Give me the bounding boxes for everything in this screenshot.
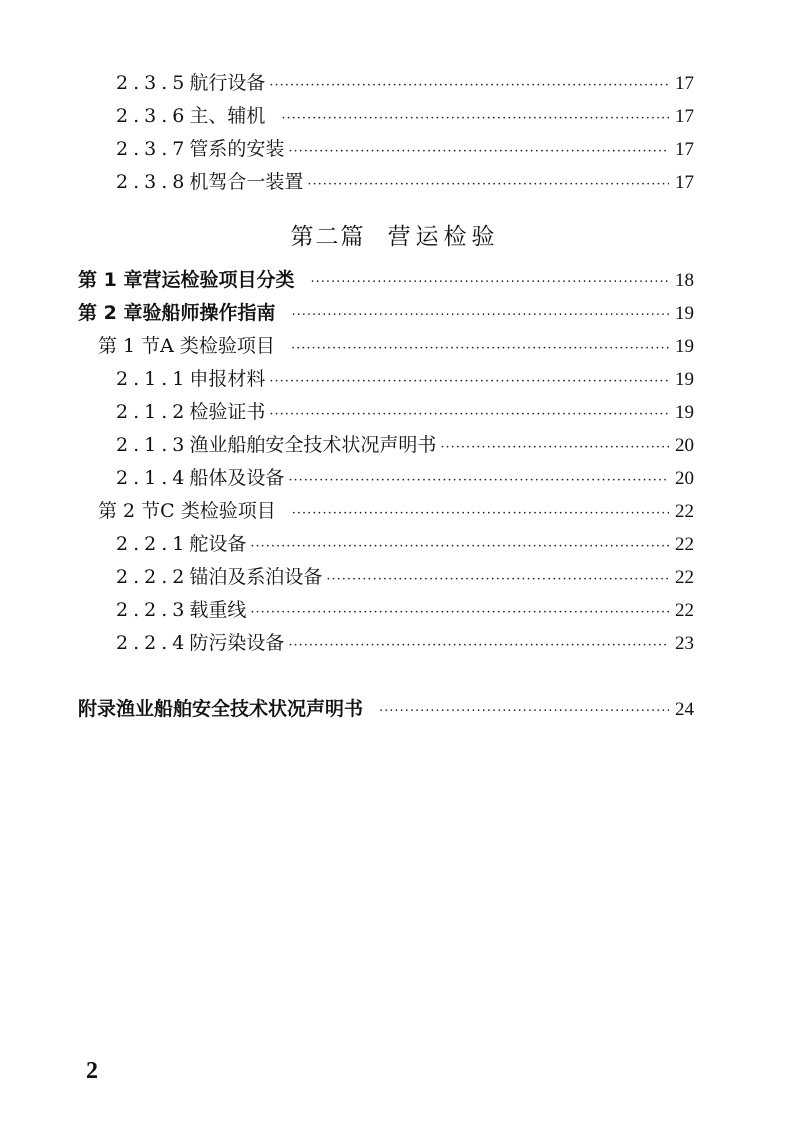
- entry-page: 19: [675, 402, 694, 423]
- entry-number: 2.1.4: [116, 467, 190, 489]
- entry-page: 20: [675, 468, 694, 489]
- page-number: 2: [86, 1058, 98, 1084]
- toc-entry-2-2-3: [116, 598, 694, 622]
- appendix-label: 附录: [78, 698, 117, 720]
- toc-entry-2-1-2: [116, 400, 694, 424]
- dot-leader: [310, 271, 669, 295]
- section-label: 第 2 节: [98, 500, 161, 522]
- part-heading-prefix: 第二篇: [290, 224, 366, 250]
- toc-entry-2-3-8: [116, 170, 694, 194]
- chapter-page: 19: [675, 303, 694, 324]
- dot-leader: [269, 74, 669, 98]
- toc-section-2: [98, 499, 694, 523]
- toc-entry-2-1-4: [116, 466, 694, 490]
- dot-leader: [269, 403, 669, 427]
- entry-number: 2.2.1: [116, 533, 190, 555]
- entry-page: 20: [675, 435, 694, 456]
- dot-leader: [326, 568, 669, 592]
- toc-entry-2-2-4: [116, 631, 694, 655]
- dot-leader: [440, 436, 669, 460]
- entry-title: 渔业船舶安全技术状况声明书: [189, 434, 437, 456]
- entry-page: 22: [675, 534, 694, 555]
- entry-title: 船体及设备: [189, 467, 285, 489]
- toc-section-1: [98, 334, 694, 358]
- entry-title: 检验证书: [189, 401, 266, 423]
- entry-title: 载重线: [189, 599, 247, 621]
- entry-number: 2.1.3: [116, 434, 190, 456]
- part-heading-title: 营运检验: [387, 224, 500, 250]
- entry-page: 23: [675, 633, 694, 654]
- toc-entry-2-2-1: [116, 532, 694, 556]
- dot-leader: [281, 107, 669, 131]
- toc-entry-2-3-5: [116, 71, 694, 95]
- appendix-title: 渔业船舶安全技术状况声明书: [116, 698, 364, 720]
- entry-number: 2.1.1: [116, 368, 190, 390]
- toc-chapter-2: [78, 301, 694, 325]
- entry-page: 22: [675, 600, 694, 621]
- entry-page: 17: [675, 139, 694, 160]
- dot-leader: [307, 173, 669, 197]
- entry-number: 2.3.5: [116, 72, 190, 94]
- entry-number: 2.2.2: [116, 566, 190, 588]
- entry-number: 2.3.6: [116, 105, 190, 127]
- entry-title: 航行设备: [189, 72, 266, 94]
- entry-number: 2.1.2: [116, 401, 190, 423]
- entry-title: 防污染设备: [189, 632, 285, 654]
- toc-entry-2-3-7: [116, 137, 694, 161]
- entry-page: 22: [675, 567, 694, 588]
- toc-entry-2-1-3: [116, 433, 694, 457]
- toc-entry-2-1-1: [116, 367, 694, 391]
- dot-leader: [291, 304, 669, 328]
- entry-title: 管系的安装: [189, 138, 285, 160]
- section-title: A 类检验项目: [160, 335, 275, 357]
- dot-leader: [288, 469, 669, 493]
- entry-title: 主、辅机: [189, 105, 266, 127]
- chapter-label: 第 1 章: [78, 269, 143, 291]
- entry-number: 2.3.8: [116, 171, 190, 193]
- part-heading: [0, 218, 790, 251]
- entry-page: 17: [675, 172, 694, 193]
- section-page: 19: [675, 336, 694, 357]
- entry-page: 19: [675, 369, 694, 390]
- appendix-page: 24: [675, 699, 694, 720]
- chapter-title: 营运检验项目分类: [142, 269, 295, 291]
- entry-number: 2.2.4: [116, 632, 190, 654]
- dot-leader: [288, 140, 669, 164]
- entry-number: 2.3.7: [116, 138, 190, 160]
- dot-leader: [250, 601, 669, 625]
- section-label: 第 1 节: [98, 335, 161, 357]
- entry-page: 17: [675, 106, 694, 127]
- chapter-label: 第 2 章: [78, 302, 143, 324]
- dot-leader: [288, 634, 669, 658]
- toc-entry-2-2-2: [116, 565, 694, 589]
- entry-title: 申报材料: [189, 368, 266, 390]
- dot-leader: [269, 370, 669, 394]
- dot-leader: [292, 502, 669, 526]
- dot-leader: [379, 700, 669, 724]
- chapter-title: 验船师操作指南: [142, 302, 276, 324]
- entry-title: 机驾合一装置: [189, 171, 304, 193]
- toc-entry-2-3-6: [116, 104, 694, 128]
- entry-title: 舵设备: [189, 533, 247, 555]
- section-page: 22: [675, 501, 694, 522]
- entry-number: 2.2.3: [116, 599, 190, 621]
- toc-chapter-1: [78, 268, 694, 292]
- dot-leader: [291, 337, 669, 361]
- dot-leader: [250, 535, 669, 559]
- chapter-page: 18: [675, 270, 694, 291]
- toc-appendix: [78, 697, 694, 721]
- entry-page: 17: [675, 73, 694, 94]
- section-title: C 类检验项目: [160, 500, 276, 522]
- entry-title: 锚泊及系泊设备: [189, 566, 323, 588]
